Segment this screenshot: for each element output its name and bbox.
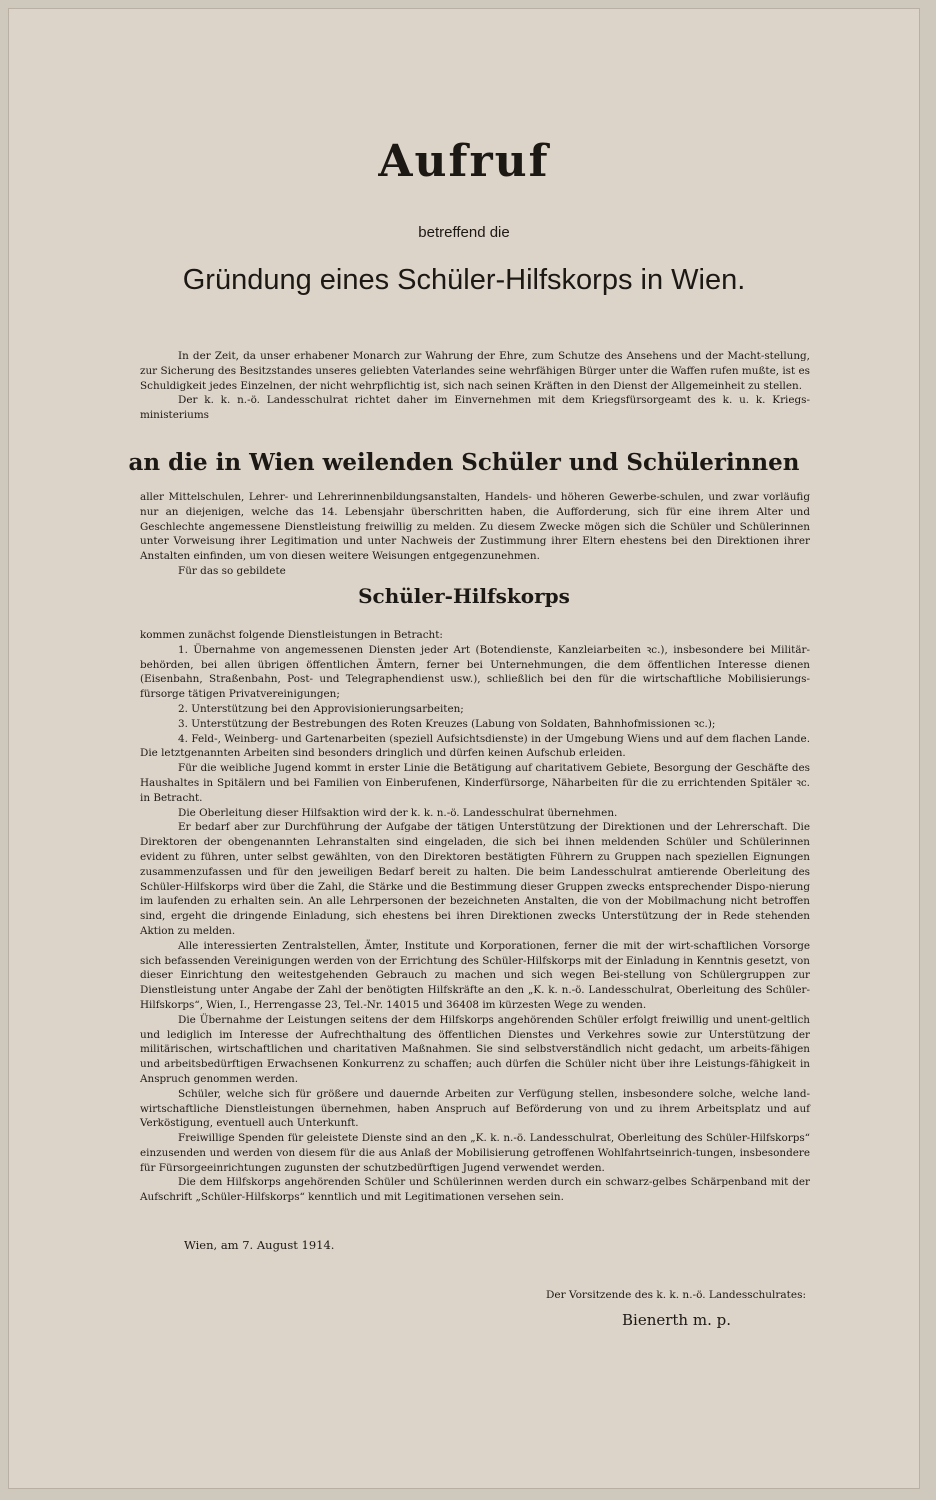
heading-corps: Schüler-Hilfskorps — [358, 584, 570, 608]
paragraph-compensation: Schüler, welche sich für größere und dauernde Arbeiten zur Verfügung stellen, insbesondere solche, welche land-wirtschaftliche Dienstleistungen übernehmen, haben Anspruch auf Beförderung von und zu ihrem Arbeitsplatz und auf Verköstigung, eventuell auch Unterkunft. — [140, 1087, 810, 1130]
date-line: Wien, am 7. August 1914. — [184, 1238, 335, 1252]
middle-block — [140, 490, 810, 579]
service-item-1: 1. Übernahme von angemessenen Diensten jeder Art (Botendienste, Kanzleiarbeiten ꝛc.), insbesondere bei Militär-behörden, bei allen übrigen öffentlichen Ämtern, ferner bei Unternehmungen, die dem öffentlichen Interesse dienen (Eisenbahn, Straßenbahn, Post- und Telegraphendienst usw.), schließlich bei den für die wirtschaftliche Mobilisierungs-fürsorge tätigen Privatvereinigungen; — [140, 643, 810, 701]
paragraph-sash: Die dem Hilfskorps angehörenden Schüler und Schülerinnen werden durch ein schwarz-gelbes Schärpenband mit der Aufschrift „Schüler-Hilfskorps“ kenntlich und mit Legitimationen versehen sein. — [140, 1176, 810, 1204]
paragraph-directors: Er bedarf aber zur Durchführung der Aufgabe der tätigen Unterstützung der Direktionen und der Lehrerschaft. Die Direktoren der obengenannten Lehranstalten sind eingeladen, die sich bei ihnen meldenden Schüler und Schülerinnen evident zu führen, unter selbst gewählten, von den Direktoren bestätigten Führern zu Gruppen nach speziellen Eignungen zusammenzufassen und für den jeweiligen Bedarf bereit zu halten. Die beim Landesschulrat amtierende Oberleitung des Schüler-Hilfskorps wird über die Zahl, die Stärke und die Bestimmung dieser Gruppen zwecks entsprechender Dispo-nierung im laufenden zu erhalten sein. An alle Lehrpersonen der bezeichneten Anstalten, die von der Mobilmachung nicht betroffen sind, ergeht die dringende Einladung, sich ehestens bei ihren Direktionen zwecks Unterstützung der in Rede stehenden Aktion zu melden. — [140, 821, 810, 937]
intro-block — [140, 349, 810, 423]
middle-paragraph-2: Für das so gebildete — [178, 564, 286, 577]
signature-title: Der Vorsitzende des k. k. n.-ö. Landesschulrates: — [546, 1289, 807, 1301]
services-block — [140, 628, 810, 1205]
intro-paragraph-1: In der Zeit, da unser erhabener Monarch zur Wahrung der Ehre, zum Schutze des Ansehens und der Macht-stellung, zur Sicherung des Besitzstandes unseres geliebten Vaterlandes seine wehrfähigen Bürger unter die Waffen rufen mußte, ist es Schuldigkeit jedes Einzelnen, der nicht wehrpflichtig ist, sich nach seinen Kräften in den Dienst der Allgemeinheit zu stellen. — [140, 350, 810, 392]
heading-addressees: an die in Wien weilenden Schüler und Schülerinnen — [128, 449, 800, 476]
poster-subject: Gründung eines Schüler-Hilfskorps in Wien. — [182, 264, 746, 296]
poster-title: Aufruf — [378, 136, 550, 187]
service-item-2: 2. Unterstützung bei den Approvisionierungsarbeiten; — [178, 702, 464, 715]
paragraph-female-youth: Für die weibliche Jugend kommt in erster Linie die Betätigung auf charitativem Gebiete, Besorgung der Geschäfte des Haushaltes in Spitälern und bei Familien von Einberufenen, Kinderfürsorge, Näharbeiten für die zu errichtenden Spitäler ꝛc. in Betracht. — [140, 762, 810, 804]
middle-paragraph-1: aller Mittelschulen, Lehrer- und Lehrerinnenbildungsanstalten, Handels- und höheren Gewerbe-schulen, und zwar vorläufig nur an diejenigen, welche das 14. Lebensjahr überschritten haben, die Aufforderung, sich für eine ihrem Alter und Geschlechte angemessene Dienstleistung freiwillig zu melden. Zu diesem Zwecke mögen sich die Schüler und Schülerinnen unter Vorweisung ihrer Legitimation und unter Nachweis der Zustimmung ihrer Eltern ehestens bei den Direktionen ihrer Anstalten einfinden, um von diesen weitere Weisungen entgegenzunehmen. — [140, 491, 810, 563]
services-intro: kommen zunächst folgende Dienstleistungen in Betracht: — [140, 629, 443, 641]
paragraph-oversight: Die Oberleitung dieser Hilfsaktion wird der k. k. n.-ö. Landesschulrat übernehmen. — [178, 806, 618, 819]
service-item-4: 4. Feld-, Weinberg- und Gartenarbeiten (speziell Aufsichtsdienste) in der Umgebung Wiens und auf dem flachen Lande. Die letztgenannten Arbeiten sind besonders dringlich und dürfen keinen Aufschub erleiden. — [140, 732, 810, 760]
intro-paragraph-2: Der k. k. n.-ö. Landesschulrat richtet daher im Einvernehmen mit dem Kriegsfürsorgeamt des k. u. k. Kriegs-ministeriums — [140, 394, 810, 422]
paragraph-institutions: Alle interessierten Zentralstellen, Ämter, Institute und Korporationen, ferner die mit der wirt-schaftlichen Vorsorge sich befassenden Vereinigungen werden von der Errichtung des Schüler-Hilfskorps mit der Einladung in Kenntnis gesetzt, von dieser Einrichtung den weitestgehenden Gebrauch zu machen und sich wegen Bei-stellung von Schülergruppen zur Dienstleistung unter Angabe der Zahl der benötigten Hilfskräfte an den „K. k. n.-ö. Landesschulrat, Oberleitung des Schüler-Hilfskorps“, Wien, I., Herrengasse 23, Tel.-Nr. 14015 und 36408 im kürzesten Wege zu wenden. — [140, 939, 810, 1011]
poster-sheet — [8, 8, 920, 1489]
signature-name: Bienerth m. p. — [622, 1311, 731, 1329]
poster-subtitle: betreffend die — [418, 224, 510, 241]
service-item-3: 3. Unterstützung der Bestrebungen des Roten Kreuzes (Labung von Soldaten, Bahnhofmissionen ꝛc.); — [178, 717, 716, 730]
paragraph-voluntary: Die Übernahme der Leistungen seitens der dem Hilfskorps angehörenden Schüler erfolgt freiwillig und unent-geltlich und lediglich im Interesse der Aufrechthaltung des öffentlichen Dienstes und Verkehres sowie zur Unterstützung der militärischen, wirtschaftlichen und charitativen Maßnahmen. Sie sind selbstverständlich nicht gedacht, um arbeits-fähigen und arbeitsbedürftigen Erwachsenen Konkurrenz zu schaffen; auch dürfen die Schüler nicht über ihre Leistungs-fähigkeit in Anspruch genommen werden. — [140, 1013, 810, 1085]
paragraph-donations: Freiwillige Spenden für geleistete Dienste sind an den „K. k. n.-ö. Landesschulrat, Oberleitung des Schüler-Hilfskorps“ einzusenden und werden von diesem für die aus Anlaß der Mobilisierung getroffenen Wohlfahrtseinrich-tungen, insbesondere für Fürsorgeeinrichtungen zugunsten der schutzbedürftigen Jugend verwendet werden. — [140, 1132, 810, 1174]
